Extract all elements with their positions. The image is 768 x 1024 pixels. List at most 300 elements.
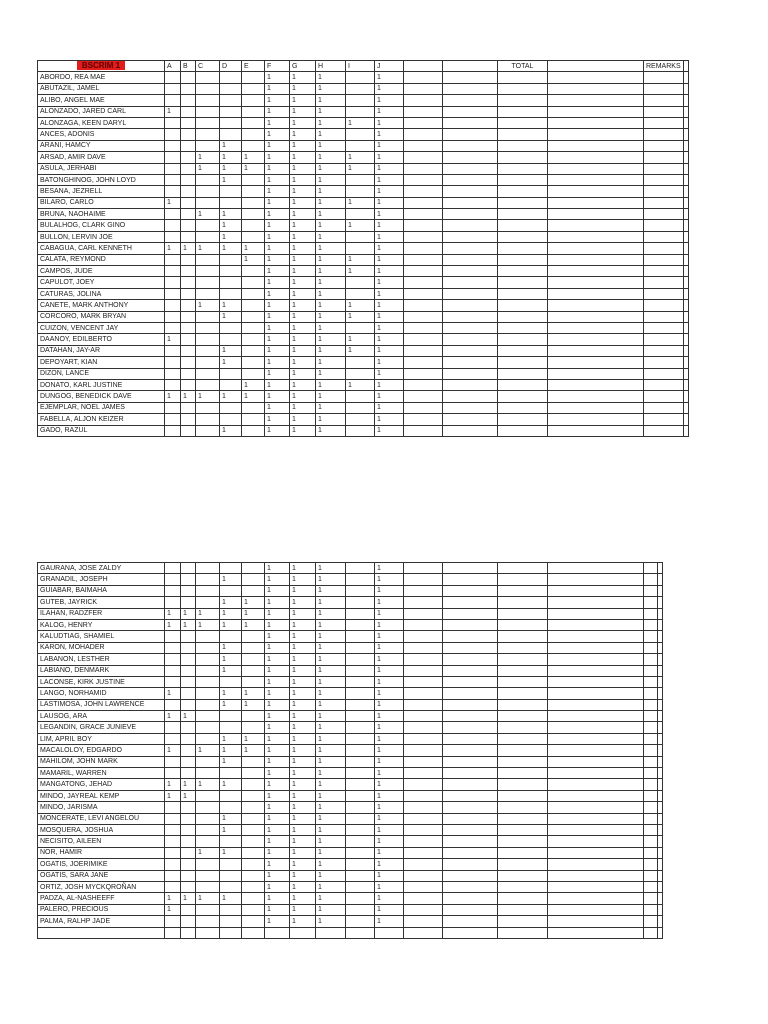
empty-cell <box>443 209 498 220</box>
empty-cell <box>548 711 644 722</box>
score-cell: 1 <box>242 163 265 174</box>
student-name: CUIZON, VENCENT JAY <box>38 322 165 333</box>
score-cell <box>165 563 181 574</box>
score-cell: 1 <box>265 379 290 390</box>
score-cell <box>165 574 181 585</box>
score-cell <box>196 790 220 801</box>
empty-cell <box>683 106 688 117</box>
student-name: MAMARIL, WARREN <box>38 768 165 779</box>
empty-cell <box>404 597 443 608</box>
score-cell <box>242 813 265 824</box>
score-cell <box>165 654 181 665</box>
table-row <box>38 813 663 824</box>
empty-cell <box>443 129 498 140</box>
empty-cell <box>498 904 548 915</box>
empty-cell <box>683 379 688 390</box>
score-cell <box>242 870 265 881</box>
empty-cell <box>498 722 548 733</box>
empty-cell <box>683 186 688 197</box>
score-cell: 1 <box>290 790 316 801</box>
table-row <box>38 893 663 904</box>
score-cell <box>220 95 242 106</box>
empty-cell <box>644 585 658 596</box>
score-cell <box>181 756 196 767</box>
empty-cell <box>404 311 443 322</box>
empty-cell <box>644 254 684 265</box>
score-cell: 1 <box>290 745 316 756</box>
score-cell: 1 <box>181 893 196 904</box>
score-cell: 1 <box>290 402 316 413</box>
score-cell <box>346 631 375 642</box>
score-cell: 1 <box>265 106 290 117</box>
score-cell <box>165 83 181 94</box>
empty-cell <box>404 722 443 733</box>
score-cell <box>242 209 265 220</box>
column-header <box>548 61 644 72</box>
score-cell <box>181 414 196 425</box>
student-name: CAMPOS, JUDE <box>38 266 165 277</box>
score-cell: 1 <box>220 357 242 368</box>
score-cell: 1 <box>375 597 404 608</box>
score-cell <box>181 802 196 813</box>
empty-cell <box>404 699 443 710</box>
score-cell: 1 <box>290 859 316 870</box>
score-cell: 1 <box>290 563 316 574</box>
score-cell: 1 <box>316 608 346 619</box>
student-name: ALONZADO, JARED CARL <box>38 106 165 117</box>
table-row <box>38 836 663 847</box>
score-cell <box>196 254 220 265</box>
section-label-cell <box>38 61 165 72</box>
score-cell <box>346 140 375 151</box>
score-cell: 1 <box>375 345 404 356</box>
score-cell <box>165 699 181 710</box>
score-cell <box>165 768 181 779</box>
table-row <box>38 563 663 574</box>
score-cell: 1 <box>242 608 265 619</box>
empty-cell <box>443 824 498 835</box>
empty-cell <box>404 288 443 299</box>
score-cell: 1 <box>265 699 290 710</box>
score-cell <box>242 585 265 596</box>
score-cell: 1 <box>375 699 404 710</box>
empty-cell <box>644 174 684 185</box>
empty-cell <box>404 174 443 185</box>
score-cell <box>165 277 181 288</box>
score-cell <box>165 597 181 608</box>
score-cell: 1 <box>181 779 196 790</box>
empty-cell <box>644 733 658 744</box>
column-header: D <box>220 61 242 72</box>
empty-cell <box>683 391 688 402</box>
empty-cell <box>498 231 548 242</box>
score-cell: 1 <box>220 391 242 402</box>
score-cell <box>220 870 242 881</box>
score-cell: 1 <box>375 688 404 699</box>
score-cell: 1 <box>375 813 404 824</box>
score-cell: 1 <box>181 790 196 801</box>
attendance-table-1 <box>37 60 689 437</box>
score-cell <box>346 597 375 608</box>
score-cell: 1 <box>290 711 316 722</box>
empty-cell <box>404 231 443 242</box>
score-cell: 1 <box>316 597 346 608</box>
score-cell <box>346 779 375 790</box>
empty-cell <box>548 574 644 585</box>
empty-cell <box>658 711 663 722</box>
score-cell: 1 <box>316 402 346 413</box>
score-cell: 1 <box>316 563 346 574</box>
score-cell: 1 <box>165 745 181 756</box>
score-cell <box>181 574 196 585</box>
score-cell <box>181 904 196 915</box>
column-header: E <box>242 61 265 72</box>
score-cell <box>181 322 196 333</box>
table-row <box>38 254 689 265</box>
score-cell <box>242 722 265 733</box>
score-cell <box>375 927 404 938</box>
empty-cell <box>644 277 684 288</box>
table-row <box>38 288 689 299</box>
score-cell: 1 <box>290 813 316 824</box>
column-header <box>404 61 443 72</box>
score-cell: 1 <box>290 391 316 402</box>
score-cell: 1 <box>375 847 404 858</box>
score-cell: 1 <box>265 859 290 870</box>
score-cell: 1 <box>375 654 404 665</box>
score-cell: 1 <box>265 95 290 106</box>
score-cell <box>242 266 265 277</box>
score-cell: 1 <box>316 266 346 277</box>
score-cell: 1 <box>316 334 346 345</box>
empty-cell <box>404 779 443 790</box>
table-row <box>38 722 663 733</box>
score-cell <box>165 631 181 642</box>
empty-cell <box>498 665 548 676</box>
empty-cell <box>683 231 688 242</box>
student-name: KARON, MOHADER <box>38 642 165 653</box>
score-cell <box>196 425 220 436</box>
empty-cell <box>548 322 644 333</box>
table-row <box>38 117 689 128</box>
score-cell: 1 <box>290 597 316 608</box>
score-cell: 1 <box>375 129 404 140</box>
empty-cell <box>548 254 644 265</box>
empty-cell <box>498 756 548 767</box>
empty-cell <box>498 220 548 231</box>
empty-cell <box>644 836 658 847</box>
empty-cell <box>498 847 548 858</box>
empty-cell <box>404 836 443 847</box>
score-cell: 1 <box>375 859 404 870</box>
score-cell: 1 <box>220 163 242 174</box>
table-row <box>38 391 689 402</box>
empty-cell <box>658 824 663 835</box>
table-row <box>38 311 689 322</box>
empty-cell <box>548 197 644 208</box>
score-cell: 1 <box>375 197 404 208</box>
empty-cell <box>658 813 663 824</box>
score-cell: 1 <box>265 186 290 197</box>
table-row <box>38 243 689 254</box>
score-cell: 1 <box>265 768 290 779</box>
score-cell: 1 <box>265 163 290 174</box>
score-cell: 1 <box>290 768 316 779</box>
empty-cell <box>644 231 684 242</box>
table-row <box>38 277 689 288</box>
score-cell: 1 <box>220 345 242 356</box>
score-cell <box>181 72 196 83</box>
table-row <box>38 574 663 585</box>
empty-cell <box>644 368 684 379</box>
score-cell: 1 <box>375 322 404 333</box>
empty-cell <box>443 197 498 208</box>
score-cell <box>165 288 181 299</box>
empty-cell <box>683 72 688 83</box>
student-name: PALERO, PRECIOUS <box>38 904 165 915</box>
score-cell <box>242 357 265 368</box>
empty-cell <box>658 768 663 779</box>
score-cell: 1 <box>290 904 316 915</box>
score-cell <box>181 174 196 185</box>
score-cell: 1 <box>375 368 404 379</box>
empty-cell <box>404 881 443 892</box>
score-cell <box>165 95 181 106</box>
table-row <box>38 870 663 881</box>
score-cell <box>165 231 181 242</box>
score-cell: 1 <box>165 688 181 699</box>
empty-cell <box>498 608 548 619</box>
empty-cell <box>498 117 548 128</box>
empty-cell <box>683 243 688 254</box>
empty-cell <box>498 790 548 801</box>
score-cell <box>181 665 196 676</box>
empty-cell <box>644 288 684 299</box>
score-cell <box>165 802 181 813</box>
score-cell: 1 <box>346 163 375 174</box>
score-cell: 1 <box>265 277 290 288</box>
score-cell <box>196 802 220 813</box>
empty-cell <box>644 334 684 345</box>
score-cell: 1 <box>181 619 196 630</box>
empty-cell <box>683 266 688 277</box>
student-name: PADZA, AL-NASHEEFF <box>38 893 165 904</box>
score-cell <box>242 779 265 790</box>
score-cell: 1 <box>290 186 316 197</box>
empty-cell <box>644 266 684 277</box>
score-cell: 1 <box>265 425 290 436</box>
score-cell <box>196 881 220 892</box>
score-cell <box>242 83 265 94</box>
score-cell <box>220 563 242 574</box>
score-cell: 1 <box>316 220 346 231</box>
score-cell: 1 <box>346 300 375 311</box>
empty-cell <box>548 847 644 858</box>
empty-cell <box>548 859 644 870</box>
score-cell: 1 <box>242 699 265 710</box>
empty-cell <box>443 870 498 881</box>
score-cell: 1 <box>196 300 220 311</box>
student-name <box>38 927 165 938</box>
score-cell <box>196 322 220 333</box>
empty-cell <box>443 585 498 596</box>
empty-cell <box>683 277 688 288</box>
table-row <box>38 665 663 676</box>
empty-cell <box>443 699 498 710</box>
empty-cell <box>443 391 498 402</box>
score-cell: 1 <box>316 859 346 870</box>
score-cell: 1 <box>316 357 346 368</box>
score-cell: 1 <box>375 402 404 413</box>
empty-cell <box>548 733 644 744</box>
score-cell: 1 <box>316 209 346 220</box>
empty-cell <box>683 300 688 311</box>
empty-cell <box>548 824 644 835</box>
score-cell <box>220 402 242 413</box>
score-cell: 1 <box>220 209 242 220</box>
student-name: CANETE, MARK ANTHONY <box>38 300 165 311</box>
empty-cell <box>548 916 644 927</box>
empty-cell <box>548 563 644 574</box>
score-cell: 1 <box>346 197 375 208</box>
empty-cell <box>498 893 548 904</box>
score-cell: 1 <box>375 391 404 402</box>
score-cell <box>242 790 265 801</box>
score-cell <box>165 220 181 231</box>
score-cell <box>196 83 220 94</box>
score-cell: 1 <box>220 654 242 665</box>
score-cell: 1 <box>316 733 346 744</box>
empty-cell <box>498 733 548 744</box>
empty-cell <box>644 311 684 322</box>
empty-cell <box>498 197 548 208</box>
score-cell: 1 <box>290 665 316 676</box>
score-cell: 1 <box>375 790 404 801</box>
score-cell: 1 <box>375 722 404 733</box>
score-cell: 1 <box>375 870 404 881</box>
empty-cell <box>548 72 644 83</box>
score-cell <box>196 711 220 722</box>
score-cell <box>181 722 196 733</box>
empty-cell <box>644 676 658 687</box>
score-cell: 1 <box>265 893 290 904</box>
empty-cell <box>404 893 443 904</box>
score-cell: 1 <box>265 597 290 608</box>
table-row <box>38 322 689 333</box>
empty-cell <box>404 83 443 94</box>
score-cell <box>181 197 196 208</box>
empty-cell <box>548 163 644 174</box>
score-cell: 1 <box>242 391 265 402</box>
score-cell: 1 <box>316 254 346 265</box>
empty-cell <box>683 254 688 265</box>
empty-cell <box>443 733 498 744</box>
score-cell <box>165 209 181 220</box>
empty-cell <box>443 288 498 299</box>
score-cell: 1 <box>316 665 346 676</box>
empty-cell <box>498 379 548 390</box>
score-cell <box>181 870 196 881</box>
table-row <box>38 631 663 642</box>
empty-cell <box>404 345 443 356</box>
empty-cell <box>498 163 548 174</box>
score-cell: 1 <box>290 117 316 128</box>
student-name: LABIANO, DENMARK <box>38 665 165 676</box>
score-cell <box>196 733 220 744</box>
score-cell: 1 <box>290 266 316 277</box>
score-cell <box>220 117 242 128</box>
score-cell <box>242 927 265 938</box>
empty-cell <box>498 881 548 892</box>
score-cell: 1 <box>316 881 346 892</box>
score-cell: 1 <box>375 72 404 83</box>
score-cell <box>242 345 265 356</box>
empty-cell <box>548 334 644 345</box>
empty-cell <box>683 425 688 436</box>
score-cell <box>196 563 220 574</box>
score-cell <box>165 186 181 197</box>
score-cell: 1 <box>242 745 265 756</box>
empty-cell <box>443 893 498 904</box>
empty-cell <box>548 368 644 379</box>
score-cell <box>346 847 375 858</box>
score-cell: 1 <box>316 688 346 699</box>
score-cell <box>220 106 242 117</box>
empty-cell <box>498 779 548 790</box>
score-cell <box>181 597 196 608</box>
score-cell: 1 <box>165 608 181 619</box>
empty-cell <box>644 916 658 927</box>
empty-cell <box>644 722 658 733</box>
empty-cell <box>548 414 644 425</box>
score-cell: 1 <box>316 288 346 299</box>
student-name: CABAGUA, CARL KENNETH <box>38 243 165 254</box>
empty-cell <box>658 745 663 756</box>
score-cell <box>220 197 242 208</box>
score-cell: 1 <box>220 140 242 151</box>
score-cell: 1 <box>181 608 196 619</box>
score-cell: 1 <box>316 243 346 254</box>
score-cell <box>242 881 265 892</box>
score-cell <box>220 83 242 94</box>
score-cell <box>220 802 242 813</box>
score-cell: 1 <box>375 266 404 277</box>
score-cell: 1 <box>265 357 290 368</box>
student-name: DATAHAN, JAY-AR <box>38 345 165 356</box>
empty-cell <box>443 152 498 163</box>
score-cell <box>165 368 181 379</box>
score-cell <box>181 824 196 835</box>
empty-cell <box>658 904 663 915</box>
score-cell <box>181 688 196 699</box>
score-cell: 1 <box>316 163 346 174</box>
score-cell <box>242 574 265 585</box>
empty-cell <box>404 585 443 596</box>
table-row <box>38 881 663 892</box>
score-cell <box>346 391 375 402</box>
table-row <box>38 140 689 151</box>
score-cell <box>181 699 196 710</box>
score-cell <box>181 916 196 927</box>
empty-cell <box>443 688 498 699</box>
score-cell <box>181 676 196 687</box>
empty-cell <box>443 619 498 630</box>
score-cell <box>196 311 220 322</box>
score-cell <box>196 688 220 699</box>
empty-cell <box>658 608 663 619</box>
score-cell: 1 <box>220 243 242 254</box>
empty-cell <box>443 779 498 790</box>
